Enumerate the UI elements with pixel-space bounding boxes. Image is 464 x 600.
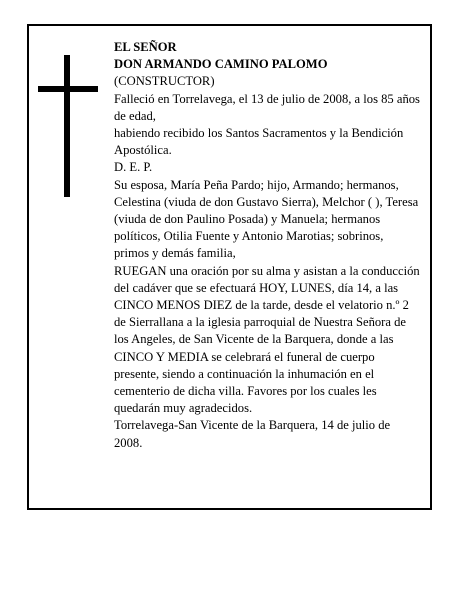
death-details: Falleció en Torrelavega, el 13 de julio de 2008, a los 85 años de edad, bbox=[114, 91, 420, 123]
cross-icon bbox=[38, 55, 98, 197]
place-and-date: Torrelavega-San Vicente de la Barquera, 14 de julio de 2008. bbox=[114, 418, 391, 450]
deceased-profession: (CONSTRUCTOR) bbox=[114, 74, 215, 89]
funeral-request: RUEGAN una oración por su alma y asistan a la conducción del cadáver que se efectuará HOY, LUNES, día 14, a las CINCO MENOS DIEZ de la tarde, desde el velatorio n.º 2 de Sierrallana a la iglesia parroquial de Nuestra Señora de los Angeles, de San Vicente de la Barquera, donde a las CINCO Y MEDIA se celebrará el funeral de cuerpo presente, siendo a continuación la inhumación en el cementerio de dicha villa. Favores por los cuales les quedarán muy agradecidos. bbox=[114, 263, 420, 416]
rip-text: D. E. P. bbox=[114, 160, 153, 175]
deceased-name: DON ARMANDO CAMINO PALOMO bbox=[114, 57, 328, 72]
family-list: Su esposa, María Peña Pardo; hijo, Armando; hermanos, Celestina (viuda de don Gustavo Sierra), Melchor ( ), Teresa (viuda de don Paulino Posada) y Manuela; hermanos políticos, Otilia Fuente y Antonio Marotias; sobrinos, primos y demás familia, bbox=[114, 177, 419, 261]
notice-body bbox=[114, 39, 420, 452]
cross-horizontal-bar bbox=[38, 86, 98, 92]
cross-vertical-bar bbox=[64, 55, 70, 197]
sacraments-text: habiendo recibido los Santos Sacramentos y la Bendición Apostólica. bbox=[114, 126, 404, 158]
notice-title: EL SEÑOR bbox=[114, 40, 177, 54]
